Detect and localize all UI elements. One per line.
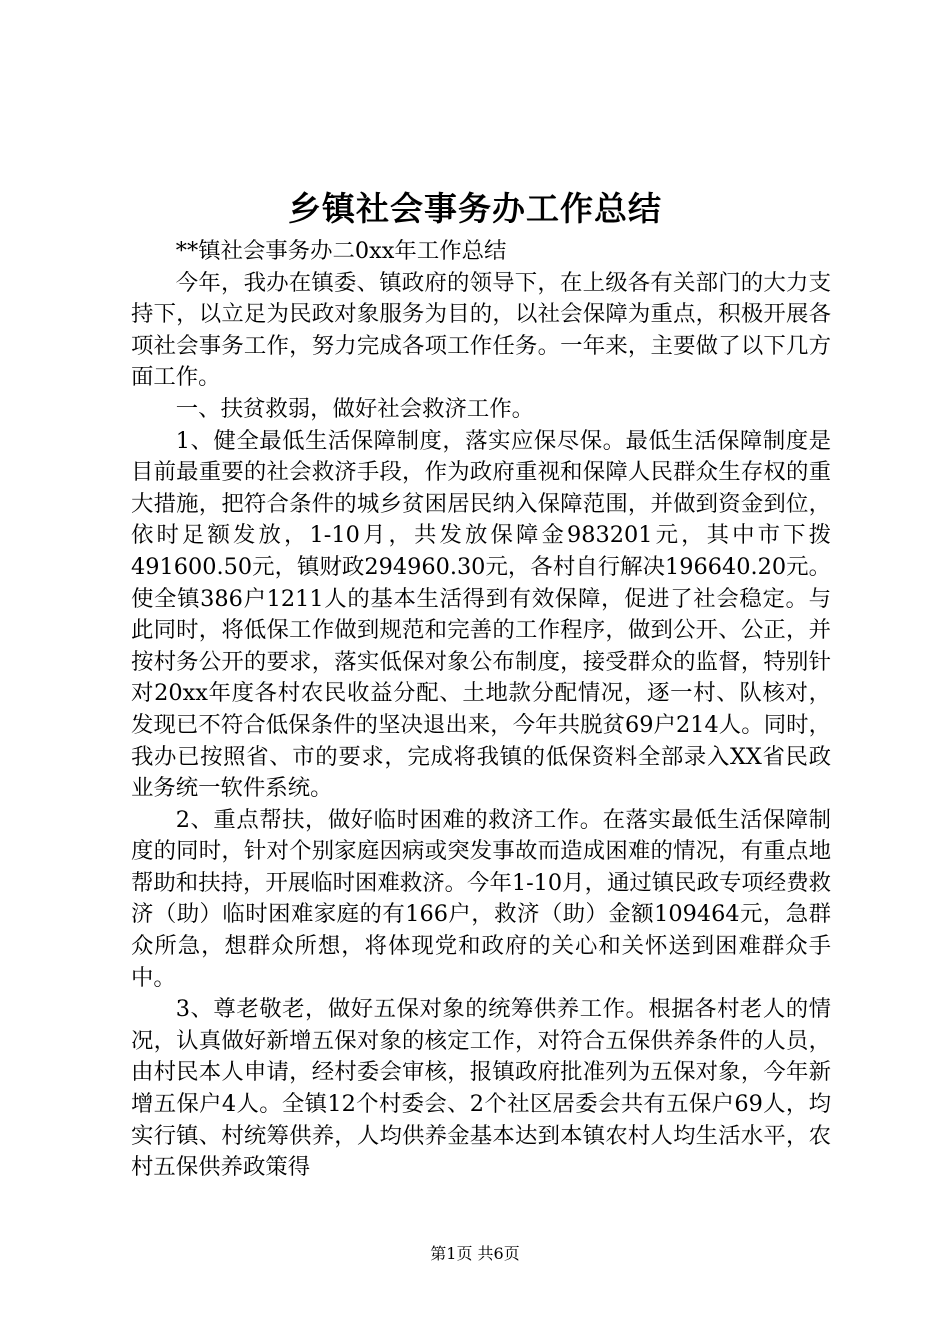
document-title: 乡镇社会事务办工作总结 xyxy=(288,189,662,228)
paragraph-item-1: 1、健全最低生活保障制度，落实应保尽保。最低生活保障制度是目前最重要的社会救济手段，作为政府重视和保障人民群众生存权的重大措施，把符合条件的城乡贫困居民纳入保障范围，并做到资金到位，依时足额发放，1-10月，共发放保障金983201元，其中市下拨491600.50元，镇财政294960.30元，各村自行解决196640.20元。使全镇386户1211人的基本生活得到有效保障，促进了社会稳定。与此同时，将低保工作做到规范和完善的工作程序，做到公开、公正，并按村务公开的要求，落实低保对象公布制度，接受群众的监督，特别针对20xx年度各村农民收益分配、土地款分配情况，逐一村、队核对，发现已不符合低保条件的坚决退出来，今年共脱贫69户214人。同时，我办已按照省、市的要求，完成将我镇的低保资料全部录入XX省民政业务统一软件系统。 xyxy=(131,427,831,802)
paragraph-intro: 今年，我办在镇委、镇政府的领导下，在上级各有关部门的大力支持下，以立足为民政对象服务为目的，以社会保障为重点，积极开展各项社会事务工作，努力完成各项工作任务。一年来，主要做了以下几方面工作。 xyxy=(131,269,831,391)
paragraph-subtitle: **镇社会事务办二0xx年工作总结 xyxy=(175,238,507,264)
paragraph-item-3: 3、尊老敬老，做好五保对象的统筹供养工作。根据各村老人的情况，认真做好新增五保对象的核定工作，对符合五保供养条件的人员，由村民本人申请，经村委会审核，报镇政府批准列为五保对象，今年新增五保户4人。全镇12个村委会、2个社区居委会共有五保户69人，均实行镇、村统筹供养，人均供养金基本达到本镇农村人均生活水平，农村五保供养政策得 xyxy=(131,996,831,1181)
section-heading: 一、扶贫救弱，做好社会救济工作。 xyxy=(175,395,535,422)
document-body xyxy=(131,236,831,1184)
paragraph-item-2: 2、重点帮扶，做好临时困难的救济工作。在落实最低生活保障制度的同时，针对个别家庭因病或突发事故而造成困难的情况，有重点地帮助和扶持，开展临时困难救济。今年1-10月，通过镇民政专项经费救济（助）临时困难家庭的有166户，救济（助）金额109464元，急群众所急，想群众所想，将体现党和政府的关心和关怀送到困难群众手中。 xyxy=(131,806,831,991)
page-number-footer: 第1页 共6页 xyxy=(430,1244,520,1263)
